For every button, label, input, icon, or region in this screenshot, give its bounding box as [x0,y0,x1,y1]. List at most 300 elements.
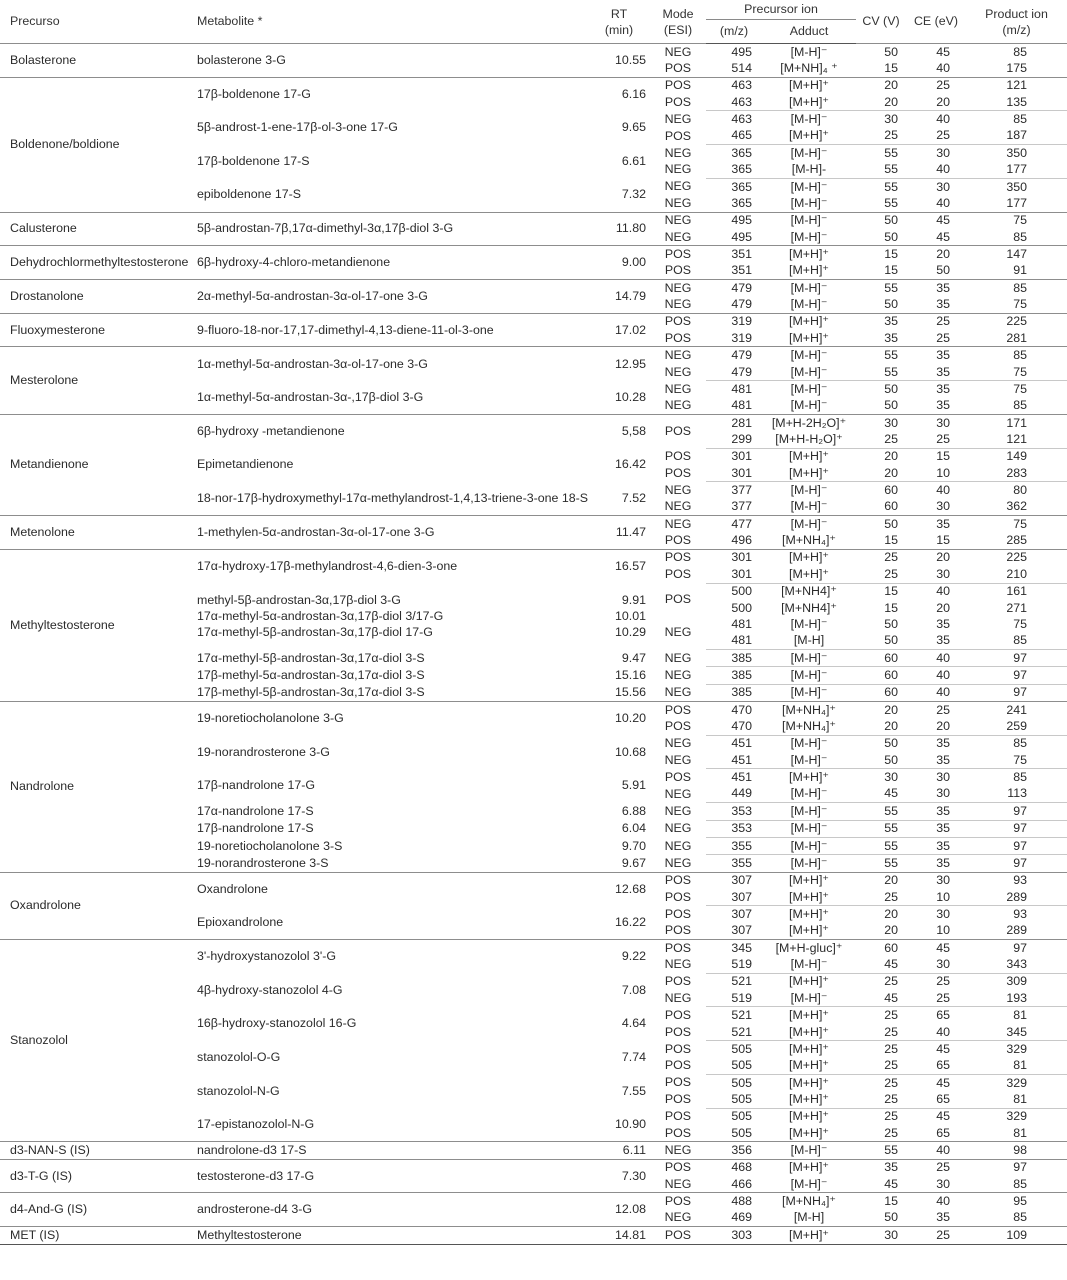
adduct-cell: [M+H]⁺ [762,77,856,94]
collision-energy-cell: 35 [906,347,966,364]
collision-energy-cell: 35 [936,616,950,631]
collision-energy-cell: 10 [936,889,950,904]
header-product-ion [966,0,1067,44]
metabolite-name-cell: 17β-boldenone 17-S [197,154,310,169]
product-ion-cell: 91 [1013,263,1027,278]
adduct-cell: [M+NH₄]⁺ [762,1193,856,1210]
collision-energy-cell: 25 [906,77,966,94]
precursor-mz-cell: 355 [706,855,762,872]
metabolite-name-cell: 5β-androst-1-ene-17β-ol-3-one 17-G [197,120,398,135]
parent-compound-cell: Mesterolone [0,347,188,414]
collision-energy-cell: 45 [936,229,950,244]
table-row [0,347,1067,364]
precursor-mz-cell: 505 [706,1108,762,1125]
metabolite-name-cell: 19-norandrosterone 3-S [197,855,329,870]
cone-voltage-cell: 25 [856,1074,906,1091]
ionization-mode-cell: NEG [650,347,706,364]
metabolite-name-cell: 17β-methyl-5α-androstan-3α,17α-diol 3-S [197,667,425,682]
metabolite-name-cell: bolasterone 3-G [188,44,588,78]
parent-compound-cell: d3-T-G (IS) [0,1159,188,1193]
collision-energy-cell: 45 [906,1108,966,1125]
cone-voltage-cell: 50 [856,44,906,61]
precursor-mz-cell: 519 [731,957,752,972]
ionization-mode-cell: POS [664,263,692,278]
adduct-cell: [M+H]⁺ [762,313,856,330]
metabolite-name-cell: 1-methylen-5α-androstan-3α-ol-17-one 3-G [188,516,588,550]
product-ion-cell: 85 [1013,398,1027,413]
ionization-mode-cell: POS [664,533,692,548]
product-ion-cell: 161 [966,583,1067,600]
adduct-cell: [M-H]⁻ [762,735,856,752]
product-ion-cell: 81 [966,1007,1067,1024]
product-ion-cell: 85 [966,280,1067,297]
product-ion-cell: 97 [966,684,1067,701]
collision-energy-cell: 35 [936,1210,950,1225]
precursor-mz-cell: 479 [731,364,752,379]
ionization-mode-cell: NEG [664,625,692,640]
precursor-mz-cell: 469 [731,1210,752,1225]
collision-energy-cell: 35 [906,820,966,837]
precursor-mz-cell: 307 [731,889,752,904]
ionization-mode-cell: POS [650,1159,706,1176]
adduct-cell: [M-H]⁻ [762,280,856,297]
ionization-mode-cell: POS [650,1193,706,1210]
precursor-mz-cell: 377 [706,482,762,499]
metabolite-name-cell: 9-fluoro-18-nor-17,17-dimethyl-4,13-diene-11-ol-3-one [188,313,588,347]
metabolite-name-cell: epiboldenone 17-S [197,187,302,202]
retention-time-cell: 4.64 [621,1016,646,1031]
retention-time-cell: 10.68 [614,744,646,759]
collision-energy-cell: 40 [906,649,966,666]
precursor-mz-cell: 365 [706,178,762,195]
product-ion-cell: 75 [1013,364,1027,379]
adduct-cell: [M-H]⁻ [762,111,856,128]
metabolite-name-cell: testosterone-d3 17-G [188,1159,588,1193]
ionization-mode-cell: NEG [664,482,692,497]
cone-voltage-cell: 25 [856,1007,906,1024]
cone-voltage-cell: 50 [856,735,906,752]
retention-time-cell [588,583,650,649]
ionization-mode-cell: POS [664,61,692,76]
retention-time-cell: 6.88 [621,803,646,818]
adduct-cell: [M+H]⁺ [789,465,829,480]
cone-voltage-cell: 25 [856,1041,906,1058]
parent-compound-cell: Stanozolol [0,940,188,1142]
precursor-mz-cell: 496 [731,533,752,548]
collision-energy-cell: 40 [906,583,966,600]
table-row [0,280,1067,297]
ionization-mode-cell: NEG [664,821,692,836]
product-ion-cell: 85 [966,769,1067,786]
cone-voltage-cell: 20 [884,719,898,734]
cone-voltage-cell: 55 [856,820,906,837]
product-ion-cell: 147 [966,246,1067,263]
header-cv: CV (V) [862,14,900,28]
cone-voltage-cell: 50 [856,212,906,229]
product-ion-cell: 135 [1006,94,1027,109]
product-ion-cell: 75 [1013,297,1027,312]
table-row [0,549,1067,566]
ionization-mode-cell: POS [664,330,692,345]
parent-compound-cell: d3-NAN-S (IS) [0,1142,188,1159]
retention-time-cell: 15.56 [614,685,646,700]
adduct-cell: [M-H]⁻ [762,820,856,837]
retention-time-cell: 5,58 [588,414,650,448]
product-ion-cell: 187 [1006,128,1027,143]
cone-voltage-cell: 20 [856,77,906,94]
product-ion-cell: 350 [966,178,1067,195]
collision-energy-cell: 30 [906,906,966,923]
precursor-mz-cell: 495 [731,229,752,244]
collision-energy-cell: 20 [936,719,950,734]
precursor-mz-cell: 466 [731,1176,752,1191]
ionization-mode-cell: POS [664,1109,692,1124]
ionization-mode-cell: POS [664,719,692,734]
cone-voltage-cell: 60 [856,684,906,701]
cone-voltage-cell: 30 [856,1227,906,1244]
cone-voltage-cell: 50 [884,1210,898,1225]
collision-energy-cell: 30 [906,769,966,786]
cone-voltage-cell: 35 [856,1159,906,1176]
cone-voltage-cell: 55 [856,280,906,297]
parent-compound-cell: Nandrolone [0,702,188,873]
metabolite-name-cell: 1α-methyl-5α-androstan-3α-ol-17-one 3-G [188,347,588,381]
ionization-mode-cell: POS [650,702,706,719]
adduct-cell: [M-H]- [791,162,827,177]
retention-time-cell: 11.47 [588,516,650,550]
retention-time-cell: 9.47 [621,650,646,665]
adduct-cell: [M+NH₄]⁺ [762,702,856,719]
header-rt-unit: (min) [604,22,634,37]
precursor-mz-cell: 355 [706,837,762,854]
metabolite-name-cell: 17β-nandrolone 17-S [197,821,314,836]
collision-energy-cell: 25 [906,313,966,330]
precursor-mz-cell: 303 [706,1227,762,1244]
precursor-mz-cell: 451 [706,735,762,752]
adduct-cell: [M-H]⁻ [762,1142,856,1159]
precursor-mz-cell: 301 [706,549,762,566]
adduct-cell: [M-H]⁻ [790,297,828,312]
cone-voltage-cell: 60 [856,649,906,666]
product-ion-cell: 329 [966,1041,1067,1058]
retention-time-cell: 10.20 [588,702,650,736]
precursor-mz-cell: 505 [706,1041,762,1058]
ionization-mode-cell: NEG [664,650,692,665]
product-ion-cell: 283 [1006,465,1027,480]
cone-voltage-cell: 50 [884,616,898,631]
ionization-mode-cell: POS [664,1092,692,1107]
product-ion-cell: 97 [966,667,1067,684]
product-ion-cell: 289 [1006,923,1027,938]
product-ion-cell: 121 [966,77,1067,94]
table-row [0,246,1067,263]
table-row [0,212,1067,229]
header-parent: Precurso [10,14,60,28]
retention-time-cell: 17.02 [588,313,650,347]
product-ion-cell: 85 [1013,1176,1027,1191]
collision-energy-cell: 35 [906,735,966,752]
ionization-mode-cell: NEG [650,1142,706,1159]
metabolite-name-cell: 2α-methyl-5α-androstan-3α-ol-17-one 3-G [188,280,588,314]
precursor-mz-cell: 449 [731,786,752,801]
metabolite-name-cell: 5β-androstan-7β,17α-dimethyl-3α,17β-diol 3-G [188,212,588,246]
metabolite-name-cell [188,583,588,649]
cone-voltage-cell: 20 [884,923,898,938]
product-ion-cell: 329 [966,1074,1067,1091]
product-ion-cell: 85 [1013,633,1027,648]
ionization-mode-cell: POS [664,906,692,921]
precursor-mz-cell: 385 [706,684,762,701]
table-row [0,872,1067,889]
header-mode-unit: (ESI) [663,22,693,37]
parent-compound-cell: Drostanolone [0,280,188,314]
collision-energy-cell: 40 [936,1024,950,1039]
precursor-mz-cell: 463 [731,94,752,109]
product-ion-cell: 97 [966,940,1067,957]
collision-energy-cell: 20 [936,94,950,109]
precursor-mz-cell: 307 [706,872,762,889]
product-ion-cell: 121 [1006,431,1027,446]
precursor-mz-cell: 505 [731,1125,752,1140]
precursor-mz-cell: 505 [706,1074,762,1091]
cone-voltage-cell: 25 [856,549,906,566]
collision-energy-cell: 30 [936,566,950,581]
ionization-mode-cell: NEG [664,398,692,413]
adduct-cell: [M+H]⁺ [762,906,856,923]
ionization-mode-cell: NEG [664,786,692,801]
cone-voltage-cell: 30 [856,111,906,128]
precursor-mz-cell: 481 [731,633,752,648]
parent-compound-cell: Bolasterone [0,44,188,78]
metabolite-name-cell: 4β-hydroxy-stanozolol 4-G [197,982,343,997]
metabolite-name-cell: 17α-methyl-5β-androstan-3α,17α-diol 3-S [197,650,425,665]
cone-voltage-cell: 55 [884,162,898,177]
metabolite-name-cell: Oxandrolone [188,872,588,906]
adduct-cell: [M-H]⁻ [790,229,828,244]
adduct-cell: [M+NH4]⁺ [781,600,837,615]
retention-time-cell: 12.68 [588,872,650,906]
adduct-cell: [M+H]⁺ [789,1024,829,1039]
parent-compound-cell: Oxandrolone [0,872,188,939]
ionization-mode-cell: NEG [664,499,692,514]
adduct-cell: [M-H]⁻ [790,195,828,210]
precursor-mz-cell: 468 [706,1159,762,1176]
adduct-cell: [M-H]⁻ [762,482,856,499]
header-adduct: Adduct [762,20,856,44]
cone-voltage-cell: 55 [856,837,906,854]
adduct-cell: [M+H]⁺ [789,923,829,938]
parent-compound-cell: Dehydrochlormethyltestosterone [0,246,188,280]
precursor-mz-cell: 463 [706,77,762,94]
product-ion-cell: 210 [1006,566,1027,581]
product-ion-cell: 85 [1013,229,1027,244]
adduct-cell: [M-H]⁻ [790,990,828,1005]
collision-energy-cell: 35 [906,803,966,820]
product-ion-cell: 81 [1013,1058,1027,1073]
ionization-mode-cell: POS [650,1227,706,1244]
ionization-mode-cell: POS [650,414,706,448]
collision-energy-cell: 35 [906,855,966,872]
parent-compound-cell: MET (IS) [0,1227,188,1244]
adduct-cell: [M-H]⁻ [762,855,856,872]
collision-energy-cell: 50 [936,263,950,278]
product-ion-cell: 75 [1013,752,1027,767]
collision-energy-cell: 65 [936,1058,950,1073]
metabolite-name-line: 17α-methyl-5β-androstan-3α,17β-diol 17-G [197,625,433,640]
table-row [0,313,1067,330]
retention-time-cell: 7.52 [621,490,646,505]
adduct-cell: [M+H]⁺ [762,1108,856,1125]
table-row [0,702,1067,719]
metabolite-name-line: methyl-5β-androstan-3α,17β-diol 3-G [197,593,401,608]
precursor-mz-cell: 451 [706,769,762,786]
cone-voltage-cell: 50 [884,633,898,648]
precursor-mz-cell: 307 [731,923,752,938]
retention-time-cell: 9.67 [621,855,646,870]
cone-voltage-cell: 20 [856,872,906,889]
ionization-mode-cell: POS [664,1125,692,1140]
adduct-cell: [M+H]⁺ [789,94,829,109]
retention-time-line: 10.29 [614,625,646,640]
cone-voltage-cell: 45 [884,957,898,972]
ionization-mode-cell: NEG [650,516,706,533]
precursor-mz-cell: 521 [706,973,762,990]
ionization-mode-cell: POS [650,872,706,889]
metabolite-name-cell: stanozolol-O-G [197,1050,281,1065]
cone-voltage-cell: 45 [884,786,898,801]
ionization-mode-cell: NEG [664,162,692,177]
collision-energy-cell: 25 [906,1159,966,1176]
retention-time-cell: 5.91 [621,778,646,793]
retention-time-line: 9.91 [621,593,646,608]
product-ion-cell: 241 [966,702,1067,719]
product-ion-cell: 109 [966,1227,1067,1244]
retention-time-cell: 11.80 [588,212,650,246]
collision-energy-cell: 45 [906,940,966,957]
precursor-mz-cell: 488 [706,1193,762,1210]
adduct-cell: [M-H]⁻ [762,649,856,666]
ionization-mode-cell: POS [650,940,706,957]
retention-time-cell: 6.61 [621,154,646,169]
metabolite-name-cell: 19-noretiocholanolone 3-G [188,702,588,736]
cone-voltage-cell: 25 [884,1058,898,1073]
product-ion-cell: 177 [1006,162,1027,177]
table-body [0,44,1067,1245]
collision-energy-cell: 25 [936,128,950,143]
ionization-mode-cell: NEG [664,838,692,853]
collision-energy-cell: 30 [936,499,950,514]
collision-energy-cell: 30 [906,145,966,162]
product-ion-cell: 309 [966,973,1067,990]
metabolite-name-cell: 19-noretiocholanolone 3-S [197,838,343,853]
ionization-mode-cell: POS [664,449,692,464]
collision-energy-cell: 35 [906,280,966,297]
collision-energy-cell: 65 [906,1007,966,1024]
ionization-mode-cell: POS [664,974,692,989]
metabolite-name-cell: androsterone-d4 3-G [188,1193,588,1227]
product-ion-cell: 225 [966,549,1067,566]
precursor-mz-cell: 470 [731,719,752,734]
product-ion-cell: 85 [966,735,1067,752]
cone-voltage-cell: 35 [884,330,898,345]
adduct-cell: [M+H]⁺ [762,549,856,566]
product-ion-cell: 93 [966,872,1067,889]
adduct-cell: [M+NH₄]⁺ [782,719,836,734]
product-ion-cell: 271 [1006,600,1027,615]
precursor-mz-cell: 319 [706,313,762,330]
cone-voltage-cell: 15 [884,600,898,615]
adduct-cell: [M-H]⁻ [790,1176,828,1191]
adduct-cell: [M+H]⁺ [789,263,829,278]
adduct-cell: [M-H]⁻ [790,616,828,631]
ionization-mode-cell: POS [650,313,706,330]
precursor-mz-cell: 470 [706,702,762,719]
precursor-mz-cell: 505 [731,1091,752,1106]
ionization-mode-cell: POS [650,77,706,94]
precursor-mz-cell: 301 [706,448,762,465]
cone-voltage-cell: 25 [856,1108,906,1125]
metabolite-name-cell: Epioxandrolone [197,914,284,929]
collision-energy-cell: 10 [936,923,950,938]
cone-voltage-cell: 50 [856,381,906,398]
adduct-cell: [M+H]⁺ [762,1074,856,1091]
precursor-mz-cell: 495 [706,44,762,61]
collision-energy-cell: 20 [906,549,966,566]
adduct-cell: [M-H]⁻ [762,212,856,229]
collision-energy-cell: 25 [906,1227,966,1244]
adduct-cell: [M+H]⁺ [789,1125,829,1140]
parent-compound-cell: d4-And-G (IS) [0,1193,188,1227]
ionization-mode-cell: NEG [650,44,706,61]
adduct-cell: [M+H]⁺ [762,769,856,786]
cone-voltage-cell: 55 [856,1142,906,1159]
adduct-cell: [M+H-gluc]⁺ [762,940,856,957]
table-row [0,1159,1067,1176]
metabolite-name-cell: nandrolone-d3 17-S [188,1142,588,1159]
header-mz: (m/z) [706,20,762,44]
parent-compound-cell: Metandienone [0,414,188,515]
cone-voltage-cell: 35 [856,313,906,330]
precursor-mz-cell: 519 [731,990,752,1005]
collision-energy-cell: 30 [936,786,950,801]
precursor-mz-cell: 345 [706,940,762,957]
product-ion-cell: 85 [966,111,1067,128]
ionization-mode-cell: POS [664,567,692,582]
metabolite-name-cell: 17α-nandrolone 17-S [197,803,314,818]
collision-energy-cell: 15 [936,533,950,548]
adduct-cell: [M+NH4]⁺ [762,583,856,600]
product-ion-cell: 281 [1006,330,1027,345]
adduct-cell: [M+H]⁺ [789,889,829,904]
adduct-cell: [M-H]⁻ [762,516,856,533]
table-row [0,77,1067,94]
collision-energy-cell: 25 [936,990,950,1005]
adduct-cell: [M-H]⁻ [762,145,856,162]
cone-voltage-cell: 60 [884,499,898,514]
product-ion-cell: 81 [1013,1091,1027,1106]
parent-compound-cell: Boldenone/boldione [0,77,188,212]
collision-energy-cell: 30 [906,178,966,195]
cone-voltage-cell: 15 [884,533,898,548]
precursor-mz-cell: 465 [731,128,752,143]
cone-voltage-cell: 55 [856,855,906,872]
product-ion-cell: 93 [966,906,1067,923]
adduct-cell: [M-H]⁻ [762,347,856,364]
adduct-cell: [M+H]⁺ [762,1007,856,1024]
header-metabolite: Metabolite * [197,14,263,28]
product-ion-cell: 97 [966,803,1067,820]
parent-compound-cell: Metenolone [0,516,188,550]
